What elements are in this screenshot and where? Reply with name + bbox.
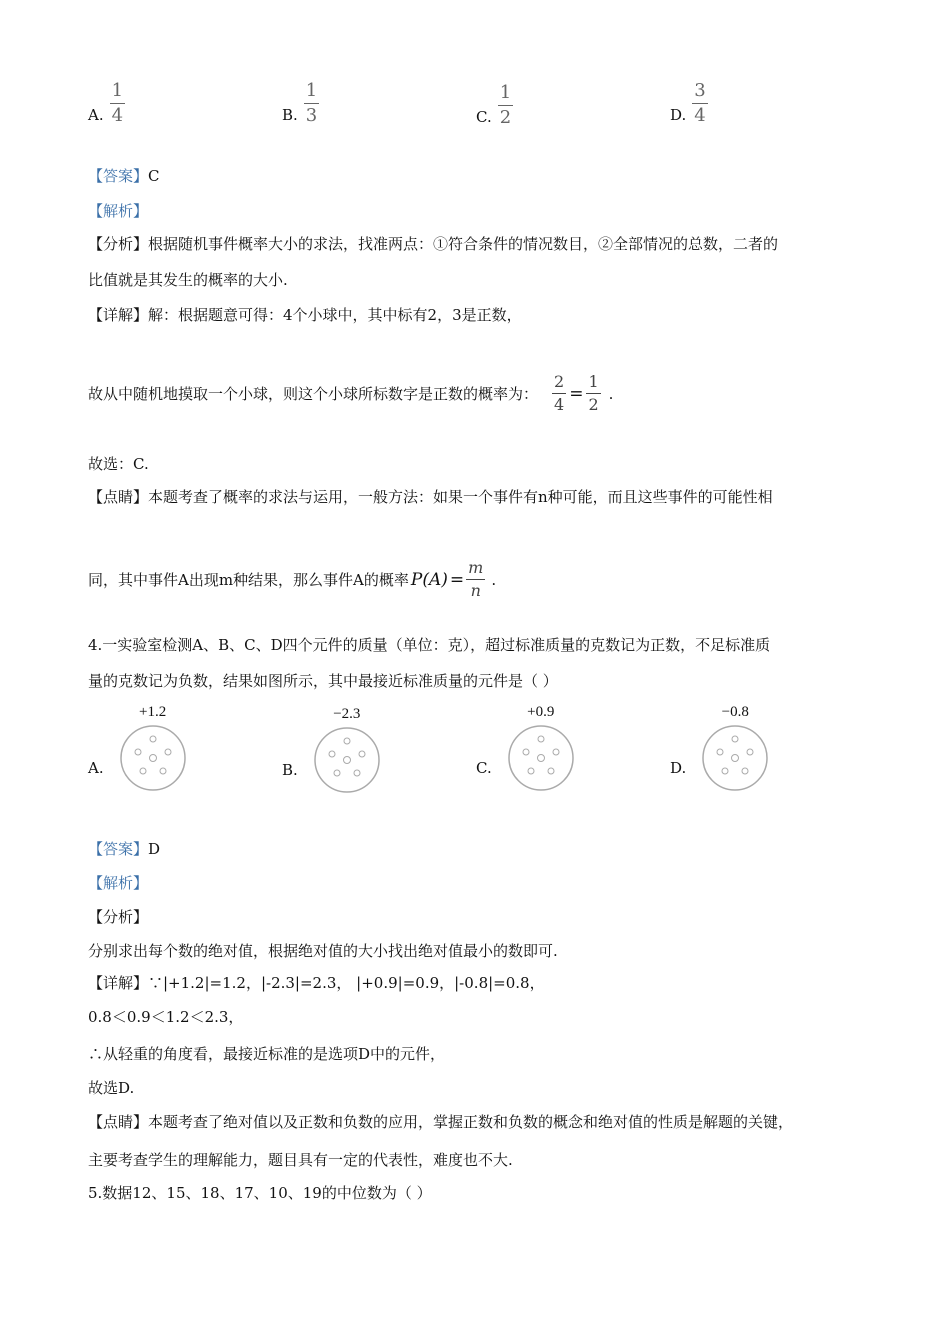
q3-dianjing-line2 <box>88 560 496 599</box>
mass-deviation: −0.8 <box>721 704 749 720</box>
q4-stem-line2: 量的克数记为负数，结果如图所示，其中最接近标准质量的元件是（ ） <box>88 672 558 690</box>
q3-fenxi-line1: 【分析】根据随机事件概率大小的求法，找准两点：①符合条件的情况数目，②全部情况的总数，二者的 <box>88 235 779 253</box>
prob-fraction-2: $\frac{1}{2}$ <box>588 372 599 414</box>
q3-option-d <box>670 82 708 125</box>
prob-fraction-1: $\frac{2}{4}$ <box>554 372 565 414</box>
option-label: A. <box>88 105 104 124</box>
component-figure <box>312 706 382 795</box>
component-disc-icon <box>312 725 382 795</box>
component-disc-icon <box>700 723 770 793</box>
q4-therefore: ∴从轻重的角度看，最接近标准的是选项D中的元件， <box>88 1045 446 1063</box>
q4-choose: 故选D. <box>88 1079 135 1097</box>
option-label: D. <box>670 758 687 777</box>
dianjing-text: 同，其中事件A出现m种结果，那么事件A的概率 <box>88 571 409 589</box>
option-fraction: $\frac{1}{3}$ <box>305 80 318 126</box>
q4-option-b <box>282 706 382 795</box>
q4-dianjing-line2: 主要考查学生的理解能力，题目具有一定的代表性，难度也不大. <box>88 1151 513 1169</box>
q4-analysis-tag: 【解析】 <box>88 874 149 892</box>
q4-dianjing-line1: 【点睛】本题考查了绝对值以及正数和负数的应用，掌握正数和负数的概念和绝对值的性质是解题的关键， <box>88 1113 794 1131</box>
option-label: B. <box>282 760 298 779</box>
q4-detail: 【详解】∵|+1.2|=1.2，|-2.3|=2.3， |+0.9|=0.9，|-0.8|=0.8， <box>88 974 545 992</box>
q3-detail: 【详解】解：根据题意可得：4个小球中，其中标有2，3是正数， <box>88 306 522 324</box>
q3-analysis-tag: 【解析】 <box>88 202 149 220</box>
q5-stem: 5.数据12、15、18、17、10、19的中位数为（ ） <box>88 1184 432 1202</box>
q3-dianjing-line1: 【点睛】本题考查了概率的求法与运用，一般方法：如果一个事件有n种可能，而且这些事件的可能性相 <box>88 488 773 506</box>
component-disc-icon <box>118 723 188 793</box>
formula-equals: = <box>449 569 465 590</box>
q3-option-b <box>282 82 319 125</box>
q3-choose: 故选：C. <box>88 455 149 473</box>
option-label: B. <box>282 105 298 124</box>
option-fraction: $\frac{1}{4}$ <box>111 80 124 126</box>
formula-period: . <box>491 570 497 589</box>
q4-option-c <box>476 704 576 793</box>
q4-compare: 0.8＜0.9＜1.2＜2.3， <box>88 1008 244 1026</box>
option-label: C. <box>476 107 492 126</box>
prob-text: 故从中随机地摸取一个小球，则这个小球所标数字是正数的概率为： <box>88 385 539 403</box>
q3-option-a <box>88 82 125 125</box>
q3-answer <box>88 165 160 186</box>
option-fraction: $\frac{3}{4}$ <box>694 80 706 126</box>
q3-option-c <box>476 84 513 127</box>
q4-answer <box>88 838 160 859</box>
q3-fenxi-line2: 比值就是其发生的概率的大小. <box>88 271 288 289</box>
q4-option-a <box>88 704 188 793</box>
mass-deviation: +0.9 <box>527 704 555 720</box>
option-fraction: $\frac{1}{2}$ <box>499 82 512 128</box>
component-disc-icon <box>506 723 576 793</box>
answer-tag: 【答案】 <box>88 167 149 185</box>
formula-fraction: $\frac{m}{n}$ <box>468 558 484 600</box>
q4-fenxi-tag: 【分析】 <box>88 908 149 926</box>
answer-value: D <box>148 840 161 858</box>
option-label: C. <box>476 758 492 777</box>
q3-probability-line <box>88 374 613 413</box>
option-label: A. <box>88 758 104 777</box>
period: . <box>608 384 614 403</box>
q4-fenxi-text: 分别求出每个数的绝对值，根据绝对值的大小找出绝对值最小的数即可. <box>88 942 558 960</box>
answer-value: C <box>148 167 160 185</box>
q4-option-d <box>670 704 770 793</box>
component-figure <box>700 704 770 793</box>
equals-sign: = <box>569 383 584 404</box>
formula-p: P(A) <box>410 569 448 590</box>
answer-tag: 【答案】 <box>88 840 149 858</box>
option-label: D. <box>670 105 687 124</box>
mass-deviation: −2.3 <box>333 706 361 722</box>
q4-stem-line1: 4.一实验室检测A、B、C、D四个元件的质量（单位：克），超过标准质量的克数记为正数，不足标准质 <box>88 636 771 654</box>
component-figure <box>118 704 188 793</box>
mass-deviation: +1.2 <box>139 704 167 720</box>
component-figure <box>506 704 576 793</box>
